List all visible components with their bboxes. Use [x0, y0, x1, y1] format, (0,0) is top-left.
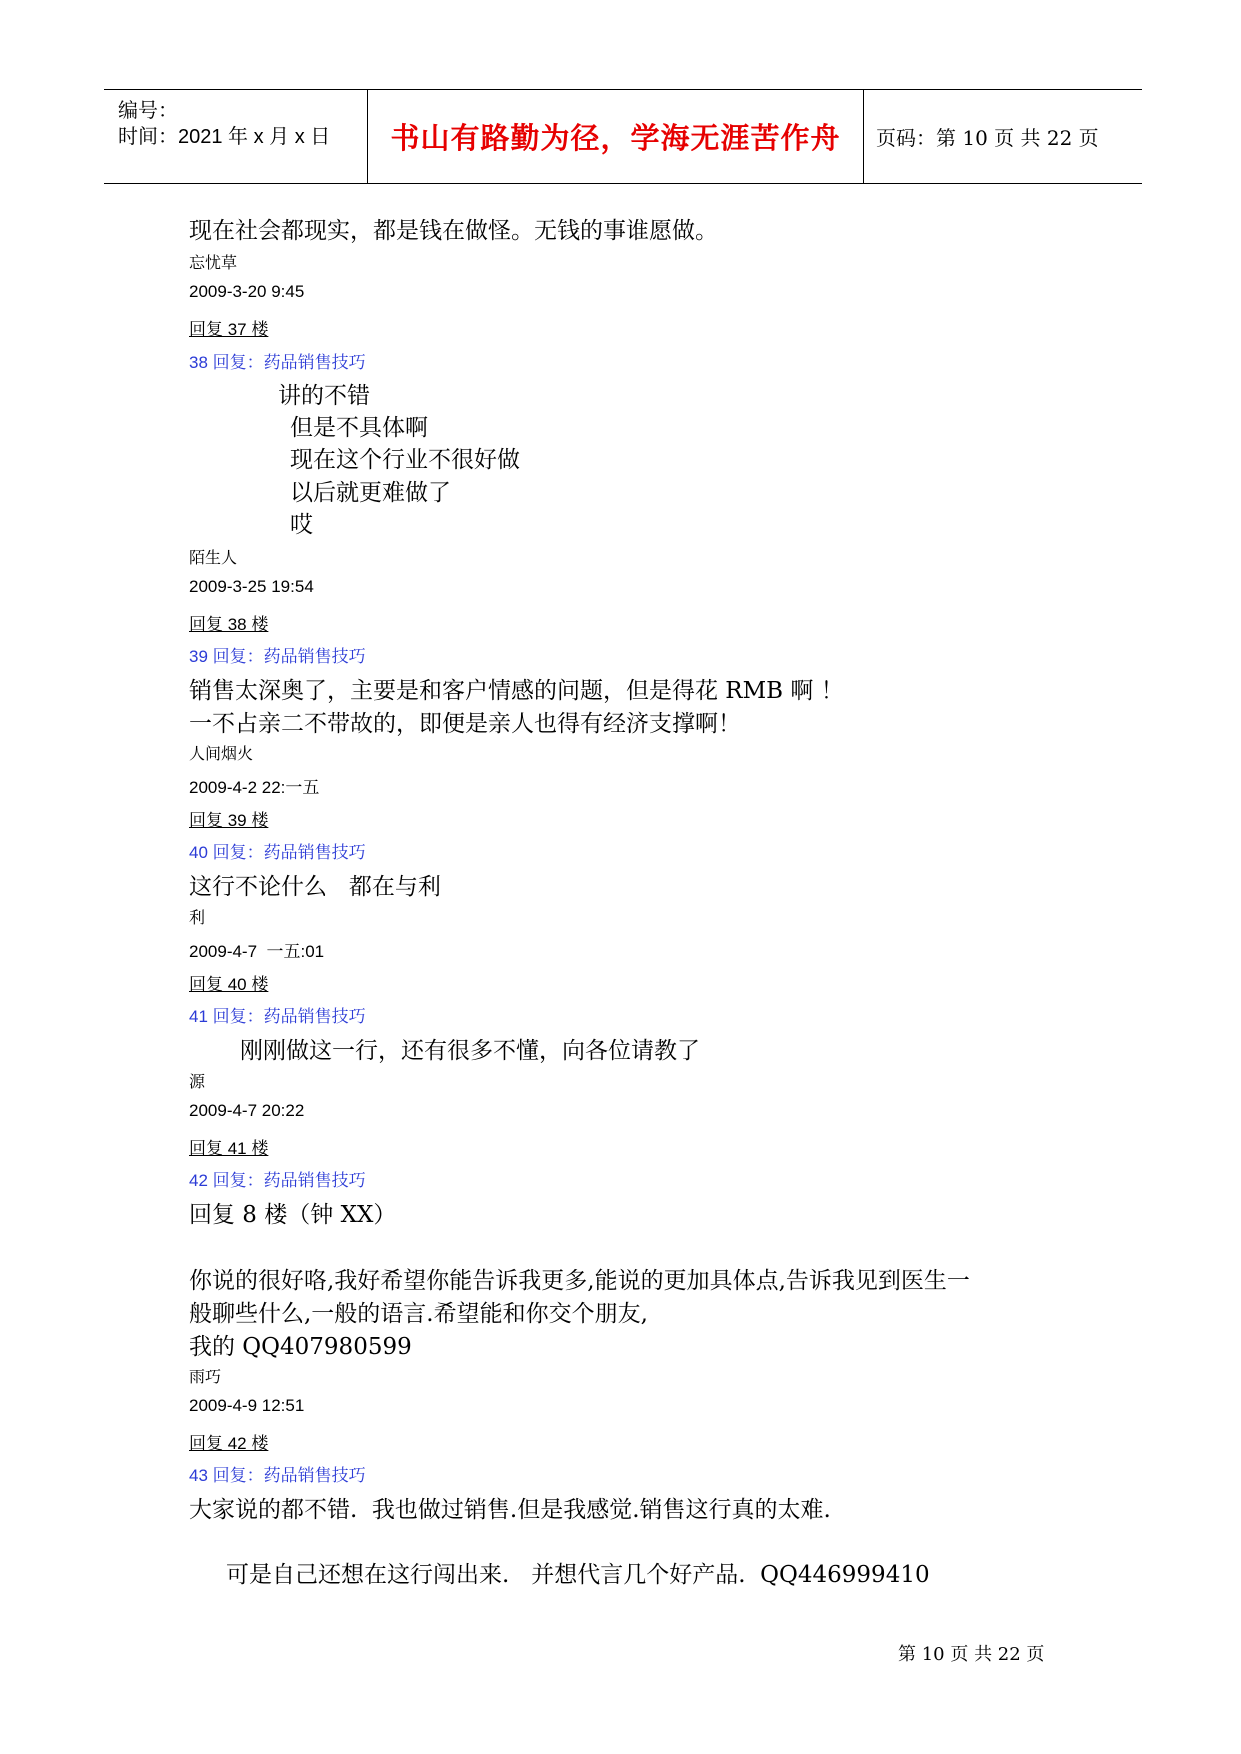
post-body-line: 现在这个行业不很好做 [290, 447, 520, 473]
reply-floor-link[interactable]: 回复 39 楼 [189, 811, 269, 830]
page-footer: 第 10 页 共 22 页 [898, 1644, 1045, 1665]
post-author: 陌生人 [189, 548, 238, 567]
post-date: 2009-3-20 9:45 [189, 282, 305, 301]
post-title-link[interactable]: 39 回复：药品销售技巧 [189, 647, 366, 666]
header-page-cell [864, 90, 1142, 183]
post-body-line: 哎 [290, 512, 313, 538]
post-title-link[interactable]: 38 回复：药品销售技巧 [189, 353, 366, 372]
post-date: 2009-4-2 22:一五 [189, 778, 320, 797]
reply-floor-link[interactable]: 回复 37 楼 [189, 320, 269, 339]
post-body-line: 大家说的都不错. 我也做过销售.但是我感觉.销售这行真的太难. [189, 1497, 831, 1523]
post-title-link[interactable]: 43 回复：药品销售技巧 [189, 1466, 366, 1485]
post-date: 2009-4-7 20:22 [189, 1101, 305, 1120]
post-date: 2009-4-7 一五:01 [189, 942, 325, 961]
post-body-line: 现在社会都现实，都是钱在做怪。无钱的事谁愿做。 [189, 218, 718, 244]
post-body-line: 一不占亲二不带故的，即便是亲人也得有经济支撑啊！ [189, 711, 741, 737]
post-body-line: 般聊些什么,一般的语言.希望能和你交个朋友, [189, 1301, 648, 1327]
post-title-link[interactable]: 40 回复：药品销售技巧 [189, 843, 366, 862]
post-date: 2009-4-9 12:51 [189, 1396, 305, 1415]
post-author: 利 [189, 908, 206, 927]
post-author: 忘忧草 [189, 253, 238, 272]
reply-floor-link[interactable]: 回复 41 楼 [189, 1139, 269, 1158]
post-body-line: 刚刚做这一行，还有很多不懂，向各位请教了 [240, 1038, 700, 1064]
post-body-line: 你说的很好咯,我好希望你能告诉我更多,能说的更加具体点,告诉我见到医生一 [189, 1268, 970, 1294]
header-motto-cell [368, 90, 864, 183]
doc-time-label: 时间：2021 年 x 月 x 日 [118, 126, 331, 148]
header-meta-cell [104, 90, 368, 183]
post-body-line: 讲的不错 [278, 383, 370, 409]
post-author: 源 [189, 1072, 206, 1091]
post-date: 2009-3-25 19:54 [189, 577, 314, 596]
post-body-line: 回复 8 楼（钟 XX） [189, 1202, 397, 1228]
post-author: 雨巧 [189, 1367, 222, 1386]
post-author: 人间烟火 [189, 744, 254, 763]
post-body-line: 销售太深奥了，主要是和客户情感的问题，但是得花 RMB 啊 ！ [189, 678, 844, 704]
post-body-line: 可是自己还想在这行闯出来. 并想代言几个好产品. QQ446999410 [226, 1562, 930, 1588]
reply-floor-link[interactable]: 回复 38 楼 [189, 615, 269, 634]
reply-floor-link[interactable]: 回复 42 楼 [189, 1434, 269, 1453]
post-body-line: 但是不具体啊 [290, 415, 428, 441]
post-body-line: 以后就更难做了 [290, 480, 451, 506]
reply-floor-link[interactable]: 回复 40 楼 [189, 975, 269, 994]
doc-number-label: 编号： [118, 100, 178, 122]
motto-text: 书山有路勤为径，学海无涯苦作舟 [390, 121, 841, 155]
post-body-line: 这行不论什么 都在与利 [189, 874, 441, 900]
document-header [104, 89, 1142, 184]
post-title-link[interactable]: 42 回复：药品销售技巧 [189, 1171, 366, 1190]
post-body-line: 我的 QQ407980599 [189, 1334, 412, 1360]
post-title-link[interactable]: 41 回复：药品销售技巧 [189, 1007, 366, 1026]
header-page-label: 页码：第 10 页 共 22 页 [876, 126, 1099, 150]
